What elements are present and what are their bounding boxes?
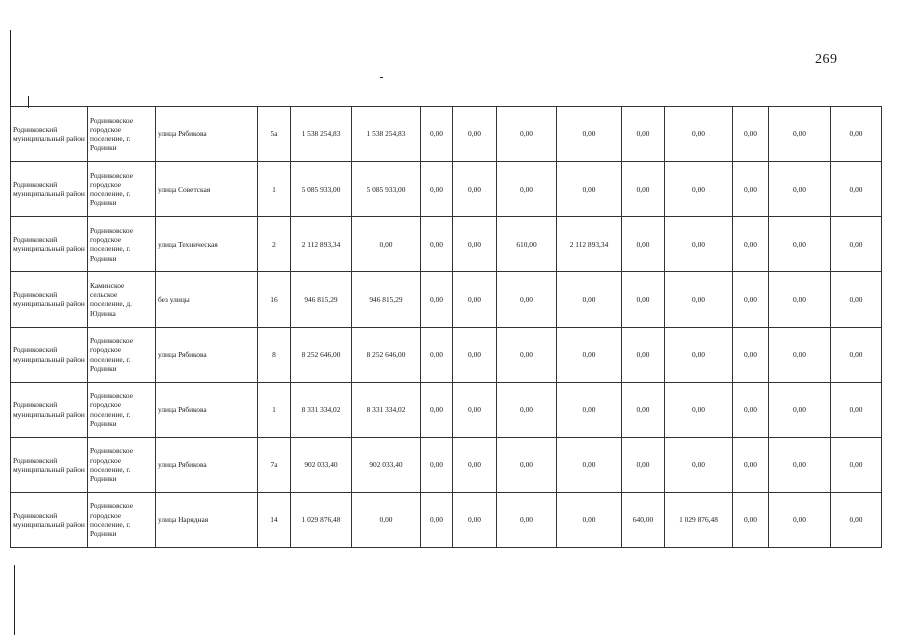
amount-cell: 0,00 bbox=[497, 272, 557, 327]
settlement-cell: Родниковское городское поселение, г. Родники bbox=[88, 382, 156, 437]
table-row bbox=[11, 327, 882, 382]
amount-cell: 0,00 bbox=[733, 327, 769, 382]
scan-mark bbox=[380, 77, 383, 78]
scan-mark bbox=[10, 30, 11, 110]
amount-cell: 0,00 bbox=[453, 272, 497, 327]
amount-cell: 0,00 bbox=[557, 272, 622, 327]
amount-cell: 902 033,40 bbox=[291, 437, 352, 492]
amount-cell: 0,00 bbox=[453, 162, 497, 217]
amount-cell: 0,00 bbox=[769, 492, 831, 547]
amount-cell: 0,00 bbox=[557, 327, 622, 382]
amount-cell: 0,00 bbox=[733, 437, 769, 492]
page-number: 269 bbox=[815, 52, 838, 67]
amount-cell: 1 029 876,48 bbox=[665, 492, 733, 547]
amount-cell: 0,00 bbox=[453, 217, 497, 272]
house-number-cell: 7а bbox=[258, 437, 291, 492]
amount-cell: 0,00 bbox=[665, 217, 733, 272]
amount-cell: 0,00 bbox=[622, 272, 665, 327]
amount-cell: 0,00 bbox=[831, 492, 882, 547]
housing-register-table bbox=[10, 106, 882, 548]
amount-cell: 0,00 bbox=[665, 327, 733, 382]
amount-cell: 0,00 bbox=[831, 272, 882, 327]
amount-cell: 0,00 bbox=[497, 382, 557, 437]
settlement-cell: Родниковское городское поселение, г. Родники bbox=[88, 437, 156, 492]
amount-cell: 0,00 bbox=[421, 437, 453, 492]
street-cell: улица Рябикова bbox=[156, 327, 258, 382]
amount-cell: 0,00 bbox=[769, 327, 831, 382]
street-cell: улица Советская bbox=[156, 162, 258, 217]
house-number-cell: 1 bbox=[258, 382, 291, 437]
amount-cell: 0,00 bbox=[421, 382, 453, 437]
amount-cell: 0,00 bbox=[421, 272, 453, 327]
amount-cell: 8 331 334,02 bbox=[291, 382, 352, 437]
amount-cell: 1 538 254,83 bbox=[291, 107, 352, 162]
house-number-cell: 16 bbox=[258, 272, 291, 327]
amount-cell: 0,00 bbox=[497, 162, 557, 217]
amount-cell: 0,00 bbox=[733, 162, 769, 217]
amount-cell: 2 112 893,34 bbox=[557, 217, 622, 272]
district-cell: Родниковский муниципальный район bbox=[11, 162, 88, 217]
district-cell: Родниковский муниципальный район bbox=[11, 492, 88, 547]
table-row bbox=[11, 217, 882, 272]
amount-cell: 0,00 bbox=[453, 327, 497, 382]
street-cell: улица Рябикова bbox=[156, 382, 258, 437]
amount-cell: 0,00 bbox=[557, 107, 622, 162]
amount-cell: 5 085 933,00 bbox=[291, 162, 352, 217]
amount-cell: 2 112 893,34 bbox=[291, 217, 352, 272]
settlement-cell: Родниковское городское поселение, г. Родники bbox=[88, 492, 156, 547]
district-cell: Родниковский муниципальный район bbox=[11, 327, 88, 382]
amount-cell: 0,00 bbox=[733, 492, 769, 547]
amount-cell: 0,00 bbox=[769, 272, 831, 327]
amount-cell: 0,00 bbox=[497, 107, 557, 162]
table-row bbox=[11, 437, 882, 492]
table-row bbox=[11, 272, 882, 327]
amount-cell: 0,00 bbox=[557, 437, 622, 492]
amount-cell: 0,00 bbox=[622, 327, 665, 382]
amount-cell: 0,00 bbox=[497, 492, 557, 547]
amount-cell: 640,00 bbox=[622, 492, 665, 547]
scan-mark bbox=[14, 565, 15, 635]
house-number-cell: 2 bbox=[258, 217, 291, 272]
house-number-cell: 8 bbox=[258, 327, 291, 382]
amount-cell: 0,00 bbox=[352, 492, 421, 547]
table-row bbox=[11, 382, 882, 437]
amount-cell: 0,00 bbox=[557, 492, 622, 547]
amount-cell: 0,00 bbox=[733, 217, 769, 272]
amount-cell: 0,00 bbox=[665, 437, 733, 492]
amount-cell: 0,00 bbox=[622, 382, 665, 437]
amount-cell: 946 815,29 bbox=[352, 272, 421, 327]
amount-cell: 8 252 646,00 bbox=[352, 327, 421, 382]
amount-cell: 0,00 bbox=[421, 492, 453, 547]
amount-cell: 0,00 bbox=[831, 107, 882, 162]
amount-cell: 0,00 bbox=[453, 492, 497, 547]
street-cell: без улицы bbox=[156, 272, 258, 327]
amount-cell: 0,00 bbox=[622, 437, 665, 492]
amount-cell: 0,00 bbox=[665, 162, 733, 217]
table-row bbox=[11, 492, 882, 547]
amount-cell: 0,00 bbox=[733, 382, 769, 437]
amount-cell: 8 252 646,00 bbox=[291, 327, 352, 382]
district-cell: Родниковский муниципальный район bbox=[11, 107, 88, 162]
district-cell: Родниковский муниципальный район bbox=[11, 437, 88, 492]
street-cell: улица Рябикова bbox=[156, 437, 258, 492]
house-number-cell: 5а bbox=[258, 107, 291, 162]
district-cell: Родниковский муниципальный район bbox=[11, 217, 88, 272]
amount-cell: 0,00 bbox=[497, 327, 557, 382]
table-row bbox=[11, 107, 882, 162]
amount-cell: 0,00 bbox=[733, 107, 769, 162]
amount-cell: 0,00 bbox=[557, 382, 622, 437]
amount-cell: 946 815,29 bbox=[291, 272, 352, 327]
amount-cell: 0,00 bbox=[769, 217, 831, 272]
street-cell: улица Рябикова bbox=[156, 107, 258, 162]
amount-cell: 902 033,40 bbox=[352, 437, 421, 492]
amount-cell: 0,00 bbox=[421, 327, 453, 382]
amount-cell: 0,00 bbox=[831, 217, 882, 272]
settlement-cell: Каминское сельское поселение, д. Юдинка bbox=[88, 272, 156, 327]
amount-cell: 0,00 bbox=[665, 272, 733, 327]
settlement-cell: Родниковское городское поселение, г. Родники bbox=[88, 327, 156, 382]
house-number-cell: 1 bbox=[258, 162, 291, 217]
district-cell: Родниковский муниципальный район bbox=[11, 382, 88, 437]
amount-cell: 0,00 bbox=[831, 437, 882, 492]
amount-cell: 0,00 bbox=[665, 382, 733, 437]
amount-cell: 1 538 254,83 bbox=[352, 107, 421, 162]
amount-cell: 0,00 bbox=[453, 107, 497, 162]
amount-cell: 0,00 bbox=[453, 437, 497, 492]
table-row bbox=[11, 162, 882, 217]
amount-cell: 0,00 bbox=[421, 162, 453, 217]
amount-cell: 5 085 933,00 bbox=[352, 162, 421, 217]
settlement-cell: Родниковское городское поселение, г. Родники bbox=[88, 217, 156, 272]
amount-cell: 0,00 bbox=[421, 217, 453, 272]
amount-cell: 0,00 bbox=[733, 272, 769, 327]
amount-cell: 0,00 bbox=[769, 437, 831, 492]
amount-cell: 0,00 bbox=[497, 437, 557, 492]
amount-cell: 0,00 bbox=[831, 382, 882, 437]
amount-cell: 0,00 bbox=[421, 107, 453, 162]
amount-cell: 0,00 bbox=[453, 382, 497, 437]
amount-cell: 0,00 bbox=[769, 107, 831, 162]
amount-cell: 0,00 bbox=[665, 107, 733, 162]
amount-cell: 0,00 bbox=[622, 162, 665, 217]
amount-cell: 0,00 bbox=[352, 217, 421, 272]
house-number-cell: 14 bbox=[258, 492, 291, 547]
amount-cell: 0,00 bbox=[831, 162, 882, 217]
amount-cell: 0,00 bbox=[622, 217, 665, 272]
amount-cell: 0,00 bbox=[769, 162, 831, 217]
street-cell: улица Техническая bbox=[156, 217, 258, 272]
amount-cell: 610,00 bbox=[497, 217, 557, 272]
amount-cell: 0,00 bbox=[769, 382, 831, 437]
street-cell: улица Нарядная bbox=[156, 492, 258, 547]
amount-cell: 0,00 bbox=[831, 327, 882, 382]
amount-cell: 1 029 876,48 bbox=[291, 492, 352, 547]
amount-cell: 0,00 bbox=[622, 107, 665, 162]
settlement-cell: Родниковское городское поселение, г. Родники bbox=[88, 162, 156, 217]
district-cell: Родниковский муниципальный район bbox=[11, 272, 88, 327]
amount-cell: 0,00 bbox=[557, 162, 622, 217]
settlement-cell: Родниковское городское поселение, г. Родники bbox=[88, 107, 156, 162]
amount-cell: 8 331 334,02 bbox=[352, 382, 421, 437]
